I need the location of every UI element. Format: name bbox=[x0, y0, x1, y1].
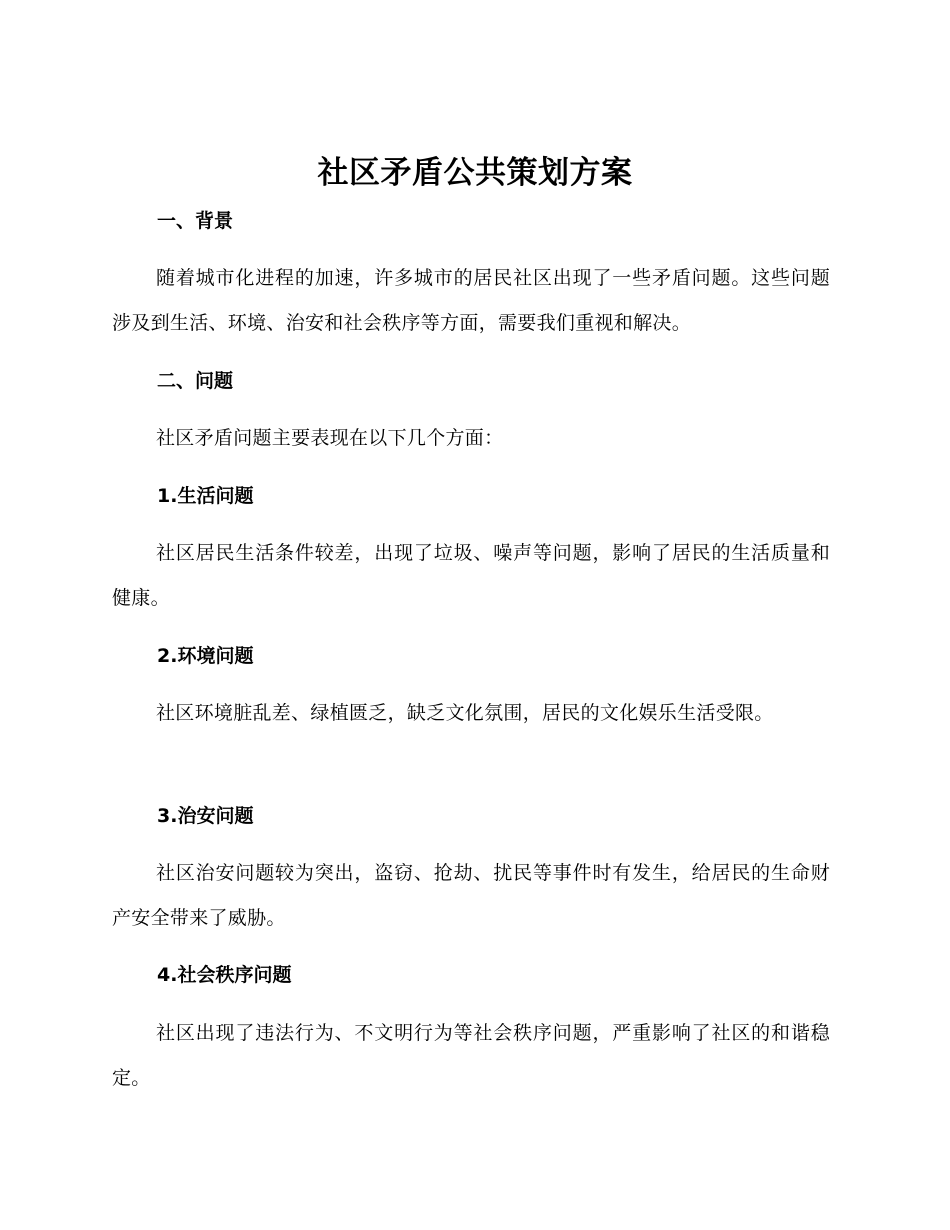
subheading-social-order-issues: 4.社会秩序问题 bbox=[157, 964, 292, 986]
paragraph-living-issues: 社区居民生活条件较差，出现了垃圾、噪声等问题，影响了居民的生活质量和健康。 bbox=[112, 542, 830, 609]
paragraph-environment-issues: 社区环境脏乱差、绿植匮乏，缺乏文化氛围，居民的文化娱乐生活受限。 bbox=[156, 702, 774, 724]
section-heading-background: 一、背景 bbox=[157, 210, 234, 232]
document-title: 社区矛盾公共策划方案 bbox=[317, 155, 633, 191]
section-heading-problems: 二、问题 bbox=[157, 370, 234, 392]
paragraph-problems-intro: 社区矛盾问题主要表现在以下几个方面： bbox=[156, 427, 504, 449]
subheading-environment-issues: 2.环境问题 bbox=[157, 645, 254, 667]
paragraph-background: 随着城市化进程的加速，许多城市的居民社区出现了一些矛盾问题。这些问题涉及到生活、环境、治安和社会秩序等方面，需要我们重视和解决。 bbox=[112, 267, 830, 334]
paragraph-social-order-issues: 社区出现了违法行为、不文明行为等社会秩序问题，严重影响了社区的和谐稳定。 bbox=[112, 1022, 830, 1089]
subheading-public-security-issues: 3.治安问题 bbox=[157, 805, 254, 827]
subheading-living-issues: 1.生活问题 bbox=[157, 485, 254, 507]
paragraph-public-security-issues: 社区治安问题较为突出，盗窃、抢劫、扰民等事件时有发生，给居民的生命财产安全带来了威胁。 bbox=[112, 862, 830, 929]
